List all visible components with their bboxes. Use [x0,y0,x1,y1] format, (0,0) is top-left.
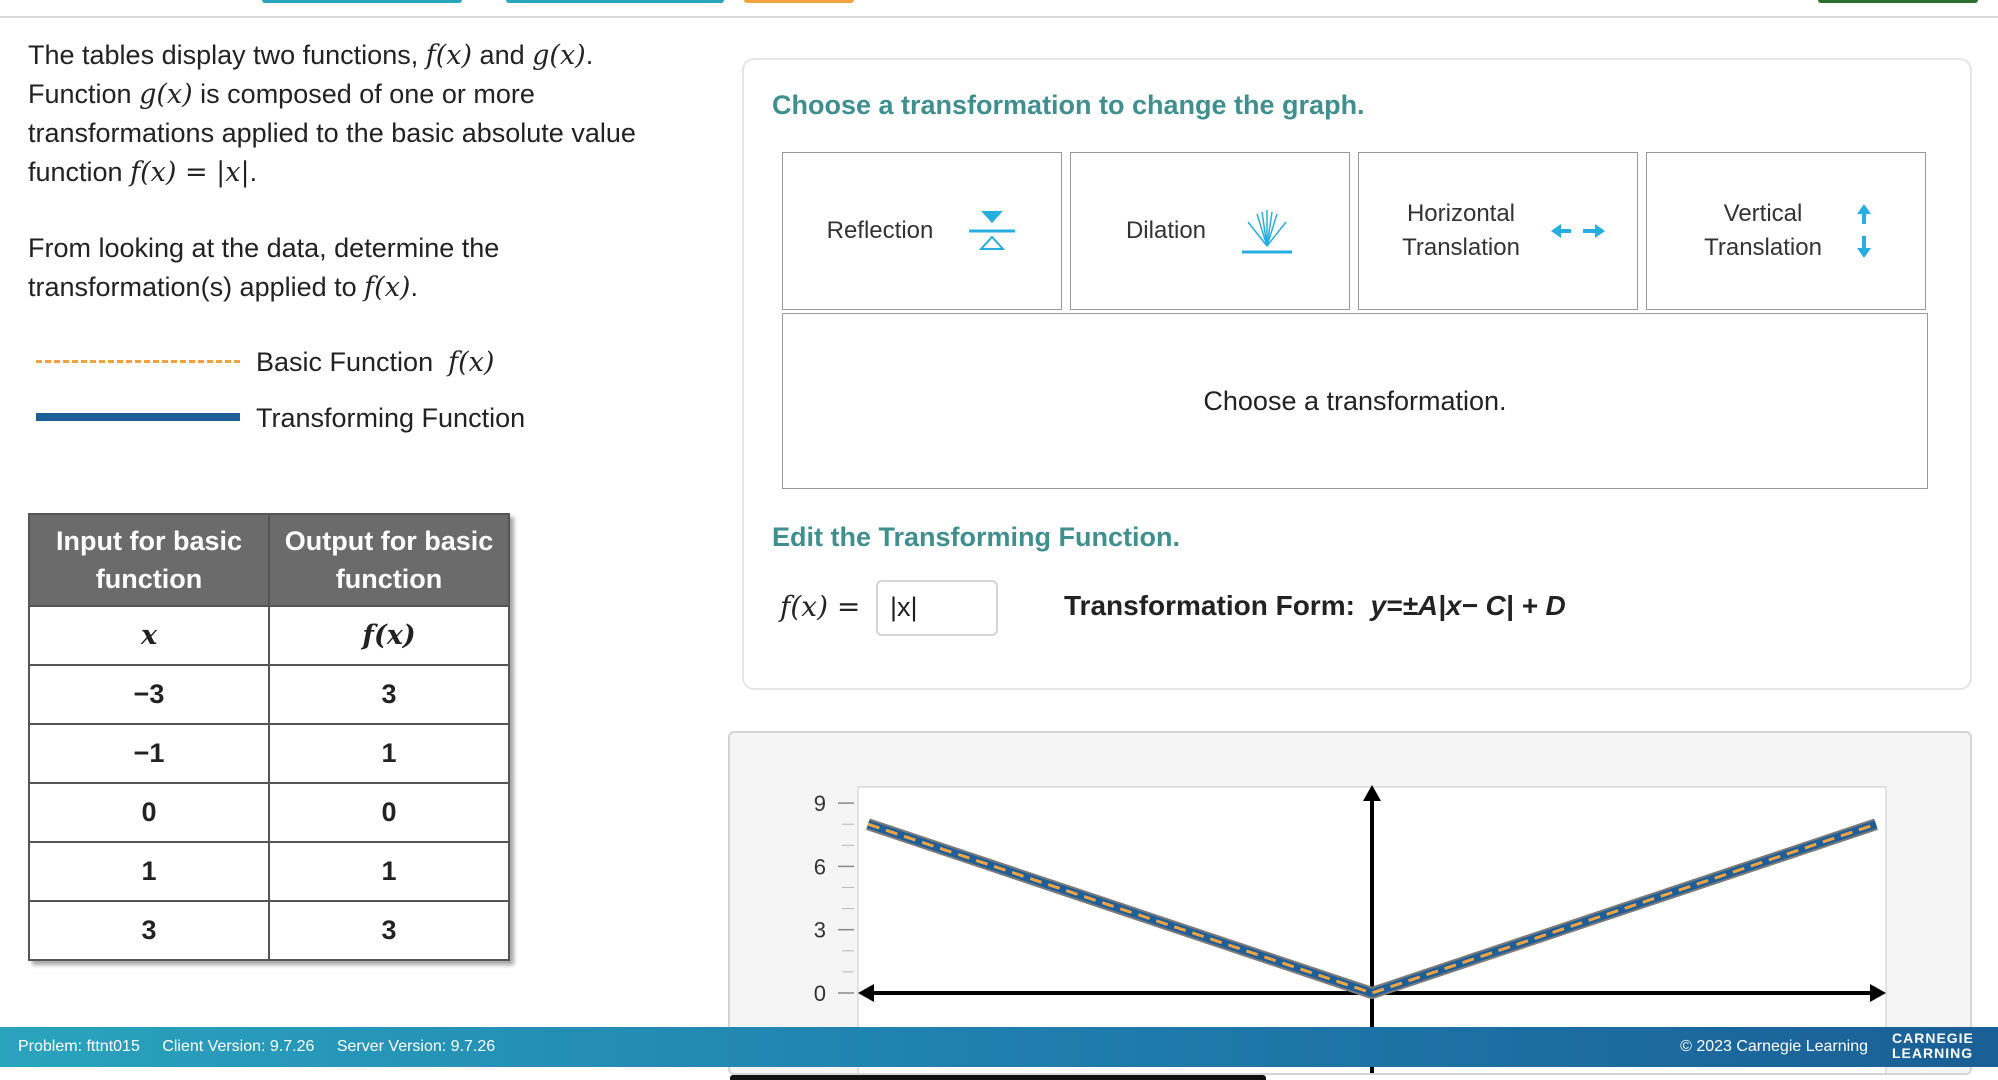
table-cell: 1 [269,724,509,783]
transformation-panel [742,58,1972,690]
intro-line-3: From looking at the data, determine the transformation(s) applied to f(x). [28,233,500,303]
horizontal-translation-label: Horizontal Translation [1402,200,1520,261]
dilation-button[interactable] [1070,152,1350,310]
edit-heading: Edit the Transforming Function. [772,522,1180,552]
function-graph[interactable] [730,733,1970,1073]
table-cell: 3 [29,901,269,960]
function-input[interactable]: |x| [876,580,998,636]
copyright: © 2023 Carnegie Learning [1680,1038,1868,1055]
client-version: Client Version: 9.7.26 [162,1038,315,1055]
intro-text: The tables display two functions, [28,40,419,70]
intro-and: and [479,40,525,70]
table-subheader-row [29,606,509,665]
table-row [29,783,509,842]
server-version: Server Version: 9.7.26 [336,1038,496,1055]
legend-transform-label: Transforming Function [256,403,526,433]
vertical-arrows-icon [1854,204,1874,258]
transformation-form [1064,590,1566,622]
table-cell: −3 [29,665,269,724]
f-of-x: f(x) [425,40,473,71]
intro-line-2: Function g(x) is composed of one or more transformations applied to the basic absolute value function f(x) = |x|. [28,79,636,188]
table-cell: 1 [29,842,269,901]
y-tick-label: 3 [813,917,826,943]
table-row [29,665,509,724]
equation-row [780,580,1930,640]
g-of-x: g(x) [532,40,586,71]
g-of-x: g(x) [139,79,193,110]
legend-basic-math: f(x) [448,347,495,378]
problem-id: Problem: fttnt015 [18,1038,140,1055]
reflection-button[interactable] [782,152,1062,310]
instructions [28,36,688,307]
legend-transforming-function [36,398,556,438]
logo-line-2: LEARNING [1892,1045,1974,1061]
nav-tab-indicator[interactable] [262,0,462,3]
vertical-translation-button[interactable] [1646,152,1926,310]
y-tick-label: 9 [813,791,826,817]
reflection-icon [967,209,1017,253]
nav-tab-indicator[interactable] [1818,0,1978,3]
table-cell: 0 [269,783,509,842]
choose-heading: Choose a transformation to change the graph. [772,90,1365,120]
solid-line-swatch [36,413,240,421]
horizontal-translation-button[interactable] [1358,152,1638,310]
transformation-form-label: Transformation Form: [1064,590,1355,621]
logo-line-1: CARNEGIE [1892,1030,1974,1046]
table-header-output: Output for basic function [269,514,509,606]
transformation-message: Choose a transformation. [782,313,1928,489]
table-cell: −1 [29,724,269,783]
table-row [29,724,509,783]
table-row [29,901,509,960]
nav-tab-indicator[interactable] [744,0,854,3]
intro-function-word: Function [28,79,132,109]
bottom-scroll-strip [730,1075,1266,1080]
fx-label: f(x) = [780,590,861,623]
top-navigation-bar [0,0,1998,18]
basic-function-equation: f(x) = |x| [130,157,250,188]
transformation-form-expression: y=±A|x− C| + D [1370,590,1566,621]
horizontal-arrows-icon [1551,221,1605,241]
y-tick-label: 6 [813,854,826,880]
table-cell: 3 [269,665,509,724]
table-cell: 1 [269,842,509,901]
table-cell: 0 [29,783,269,842]
dashed-line-swatch [36,360,240,363]
data-table [28,513,510,961]
version-info [18,1038,513,1056]
graph-panel [728,731,1972,1075]
table-cell: x [29,606,269,665]
y-tick-label: 0 [813,981,826,1006]
minor-ticks [842,824,854,972]
reflection-label: Reflection [826,217,934,244]
intro-determine-text: From looking at the data, determine the transformation(s) applied to [28,233,500,302]
table-cell: f(x) [269,606,509,665]
vertical-translation-label: Vertical Translation [1704,200,1822,261]
y-tick-group [814,791,854,1006]
f-of-x: f(x) [364,272,411,303]
dilation-icon [1240,206,1294,256]
intro-composition-text: is composed of one or more transformations applied to the basic absolute value function [28,79,636,187]
dilation-label: Dilation [1125,217,1207,244]
intro-line-1: The tables display two functions, f(x) and g(x). [28,40,594,71]
table-header-input: Input for basic function [29,514,269,606]
table-row [29,842,509,901]
table-cell: 3 [269,901,509,960]
nav-tab-indicator[interactable] [506,0,724,3]
legend-basic-text: Basic Function [256,347,434,377]
carnegie-learning-logo [1892,1031,1982,1061]
legend-basic-label [256,342,494,383]
footer-bar [0,1027,1998,1067]
legend-basic-function [36,342,556,382]
